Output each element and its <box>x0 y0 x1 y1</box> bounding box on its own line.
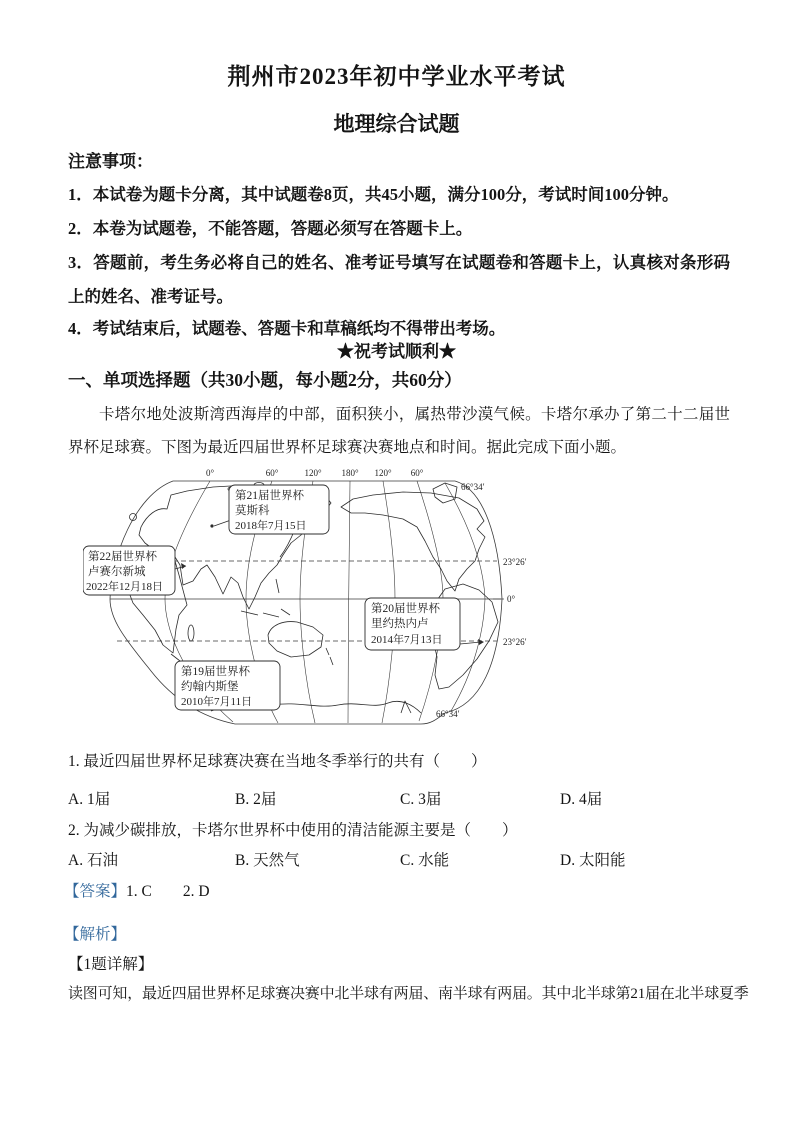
latitude-label: 23°26′ <box>503 637 527 647</box>
latitude-label: 66°34′ <box>436 709 460 719</box>
callout-city: 卢赛尔新城 <box>88 566 146 578</box>
analysis-label: 【解析】 <box>64 926 127 943</box>
australia-outline <box>268 622 323 657</box>
callout-date: 2014年7月13日 <box>371 634 443 646</box>
question-2-text: 2. 为减少碳排放，卡塔尔世界杯中使用的清洁能源主要是（ ） <box>68 822 518 839</box>
question-2-options <box>68 848 768 870</box>
callout-city: 里约热内卢 <box>371 618 429 630</box>
explanation-text: 读图可知，最近四届世界杯足球赛决赛中北半球有两届、南半球有两届。其中北半球第21届在北半球夏季 <box>68 986 749 1002</box>
callout-worldcup-20 <box>365 598 484 650</box>
intro-paragraph: 卡塔尔地处波斯湾西海岸的中部，面积狭小，属热带沙漠气候。卡塔尔承办了第二十二届世界杯足球赛。下图为最近四届世界杯足球赛决赛地点和时间。据此完成下面小题。 <box>68 406 730 456</box>
indonesia-outline <box>241 609 290 617</box>
longitude-label: 60° <box>265 468 279 478</box>
question-1-option-b: B. 2届 <box>235 791 277 808</box>
notice-item-3: 3．答题前，考生务必将自己的姓名、准考证号填写在试题卷和答题卡上，认真核对条形码上的姓名、准考证号。 <box>68 253 730 306</box>
latitude-label: 66°34′ <box>461 482 485 492</box>
notice-heading: 注意事项： <box>68 152 153 171</box>
callout-leader-line <box>214 520 231 526</box>
philippines-outline <box>276 579 279 593</box>
longitude-label: 60° <box>410 468 424 478</box>
question-2-option-b: B. 天然气 <box>235 852 300 869</box>
meridian-line <box>445 483 485 711</box>
notice-item-2: 2．本卷为试题卷，不能答题，答题必须写在答题卡上。 <box>68 219 473 238</box>
question-1-option-d: D. 4届 <box>560 791 603 808</box>
world-map-svg <box>83 465 588 731</box>
new-zealand-outline <box>326 648 333 665</box>
section-heading: 一、单项选择题（共30小题，每小题2分，共60分） <box>68 370 462 390</box>
answer-value: 1. C 2. D <box>126 883 210 900</box>
callout-city: 约翰内斯堡 <box>181 681 239 693</box>
longitude-label: 180° <box>341 468 359 478</box>
callout-title: 第21届世界杯 <box>235 490 304 502</box>
latitude-label: 0° <box>507 594 516 604</box>
exam-wish-line: ★祝考试顺利★ <box>337 342 456 361</box>
notice-item-4: 4．考试结束后，试题卷、答题卡和草稿纸均不得带出考场。 <box>68 319 506 338</box>
page-title: 荆州市2023年初中学业水平考试 <box>227 64 566 89</box>
notice-item-1: 1．本试卷为题卡分离，其中试题卷8页，共45小题，满分100分，考试时间100分钟。 <box>68 185 679 204</box>
question-1-option-a: A. 1届 <box>68 791 111 808</box>
longitude-labels <box>206 468 424 478</box>
callout-worldcup-19 <box>171 654 280 710</box>
analysis-line <box>64 922 126 944</box>
callout-worldcup-22 <box>83 546 186 595</box>
question-2-option-a: A. 石油 <box>68 852 118 869</box>
callout-title: 第20届世界杯 <box>371 603 440 615</box>
callout-date: 2010年7月11日 <box>181 696 253 708</box>
longitude-label: 120° <box>374 468 392 478</box>
callout-date: 2022年12月18日 <box>86 581 163 593</box>
callout-arrow <box>478 639 484 645</box>
question-1-option-c: C. 3届 <box>400 791 442 808</box>
question-2-option-d: D. 太阳能 <box>560 852 626 869</box>
latitude-label: 23°26′ <box>503 557 527 567</box>
moscow-location-dot <box>210 524 213 527</box>
callout-title: 第22届世界杯 <box>88 551 157 563</box>
question-1-options <box>68 787 768 809</box>
meridian-line <box>348 481 350 723</box>
north-america-outline <box>341 492 485 591</box>
callout-city: 莫斯科 <box>235 505 270 517</box>
callout-worldcup-21 <box>210 485 329 534</box>
callout-title: 第19届世界杯 <box>181 666 250 678</box>
callout-leader-line <box>171 654 180 661</box>
page-subtitle: 地理综合试题 <box>333 112 460 136</box>
question-2-option-c: C. 水能 <box>400 852 450 869</box>
callout-leader-line <box>460 642 481 644</box>
antarctic-peninsula-outline <box>401 701 411 713</box>
madagascar-outline <box>188 625 194 641</box>
question-1-text: 1. 最近四届世界杯足球赛决赛在当地冬季举行的共有（ ） <box>68 753 487 770</box>
answer-line <box>64 879 210 901</box>
longitude-label: 120° <box>304 468 322 478</box>
longitude-label: 0° <box>205 468 215 478</box>
callout-arrow <box>181 563 186 569</box>
callout-date: 2018年7月15日 <box>235 520 307 532</box>
world-map-figure <box>83 465 588 731</box>
answer-label: 【答案】 <box>64 883 127 900</box>
greenland-outline <box>433 483 457 503</box>
explanation-heading: 【1题详解】 <box>68 956 154 973</box>
